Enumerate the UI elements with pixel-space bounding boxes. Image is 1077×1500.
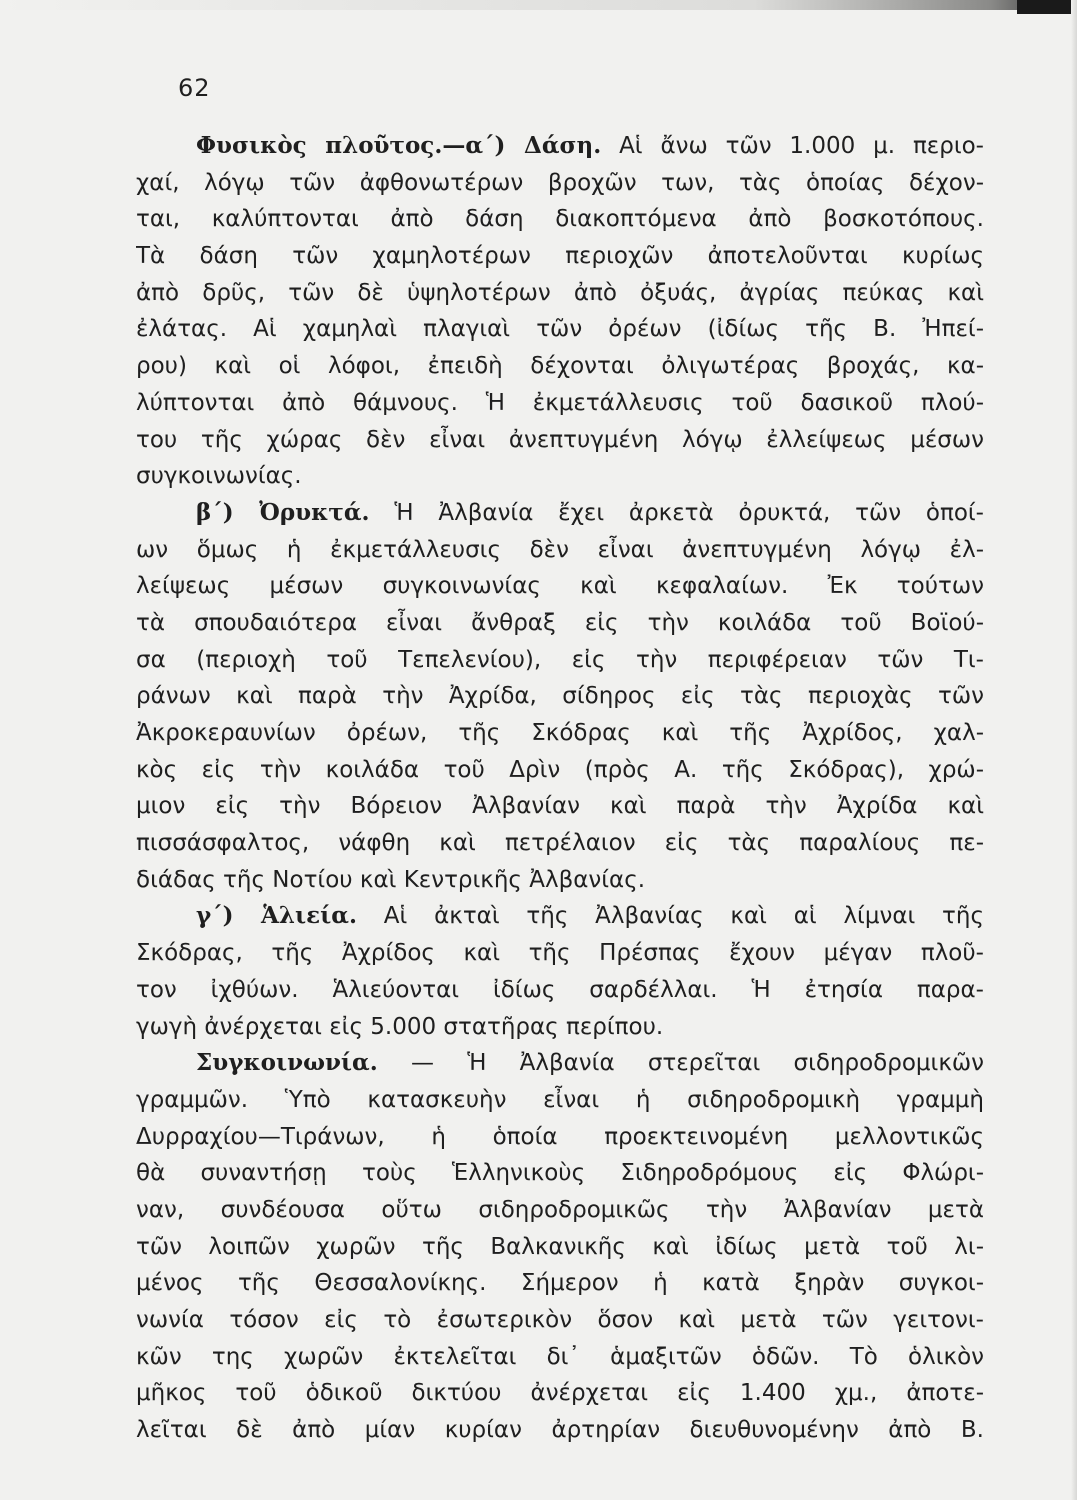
text-line: κῶν της χωρῶν ἐκτελεῖται δι᾽ ἁμαξιτῶν ὁδῶν. Τὸ ὁλικὸν [136, 1343, 984, 1370]
text-line: μιον εἰς τὴν Βόρειον Ἀλβανίαν καὶ παρὰ τὴν Ἀχρίδα καὶ [136, 793, 984, 820]
section-heading-fishing: γ΄) Ἁλιεία. [196, 902, 357, 930]
section-heading-forests: Φυσικὸς πλοῦτος.—α΄) Δάση. [196, 132, 602, 159]
text-line: κὸς εἰς τὴν κοιλάδα τοῦ Δρὶν (πρὸς Α. τῆς Σκόδρας), χρώ- [136, 756, 984, 783]
text-line: β΄) Ὀρυκτά. Ἡ Ἀλβανία ἔχει ἀρκετὰ ὀρυκτά, τῶν ὁποί- [196, 498, 984, 526]
text-line: Σκόδρας, τῆς Ἀχρίδος καὶ τῆς Πρέσπας ἔχουν μέγαν πλοῦ- [136, 940, 984, 967]
text-line: Ἀκροκεραυνίων ὀρέων, τῆς Σκόδρας καὶ τῆς Ἀχρίδος, χαλ- [136, 720, 984, 746]
text-line: λύπτονται ἀπὸ θάμνους. Ἡ ἐκμετάλλευσις τοῦ δασικοῦ πλού- [136, 389, 984, 416]
text-line: ων ὅμως ἡ ἐκμετάλλευσις δὲν εἶναι ἀνεπτυγμένη λόγῳ ἐλ- [136, 536, 984, 563]
section-heading-minerals: β΄) Ὀρυκτά. [196, 498, 370, 526]
text-line: ἐλάτας. Αἱ χαμηλαὶ πλαγιαὶ τῶν ὀρέων (ἰδίως τῆς Β. Ἠπεί- [136, 316, 984, 343]
text-line: πισσάσφαλτος, νάφθη καὶ πετρέλαιον εἰς τὰς παραλίους πε- [136, 830, 984, 857]
text-line: διάδας τῆς Νοτίου καὶ Κεντρικῆς Ἀλβανίας. [136, 866, 646, 893]
text-line: τον ἰχθύων. Ἁλιεύονται ἰδίως σαρδέλλαι. Ἡ ἐτησία παρα- [136, 976, 984, 1003]
section-heading-communications: Συγκοινωνία. [196, 1049, 378, 1077]
text-line: γραμμῶν. Ὑπὸ κατασκευὴν εἶναι ἡ σιδηροδρομικὴ γραμμὴ [136, 1086, 984, 1113]
text-line: θὰ συναντήσῃ τοὺς Ἑλληνικοὺς Σιδηροδρόμους εἰς Φλώρι- [136, 1160, 984, 1187]
text-line: λείψεως μέσων συγκοινωνίας καὶ κεφαλαίων. Ἐκ τούτων [136, 573, 984, 600]
text-line: χαί, λόγῳ τῶν ἀφθονωτέρων βροχῶν των, τὰς ὁποίας δέχον- [136, 169, 984, 196]
text-line: Φυσικὸς πλοῦτος.—α΄) Δάση. Αἱ ἄνω τῶν 1.000 μ. περιο- [196, 132, 984, 159]
text-line: νωνία τόσον εἰς τὸ ἐσωτερικὸν ὅσον καὶ μετὰ τῶν γειτονι- [136, 1307, 984, 1333]
page-text [136, 128, 984, 1449]
text-line: λεῖται δὲ ἀπὸ μίαν κυρίαν ἀρτηρίαν διευθυνομένην ἀπὸ Β. [136, 1417, 984, 1444]
text-line: ναν, συνδέουσα οὕτω σιδηροδρομικῶς τὴν Ἀλβανίαν μετὰ [136, 1196, 984, 1223]
scan-top-edge [0, 0, 1077, 10]
text-line: σα (περιοχὴ τοῦ Τεπελενίου), εἰς τὴν περιφέρειαν τῶν Τι- [136, 646, 984, 673]
scan-corner-mark [1017, 0, 1077, 14]
text-line: συγκοινωνίας. [136, 463, 302, 490]
text-line: μένος τῆς Θεσσαλονίκης. Σήμερον ἡ κατὰ ξηρὰν συγκοι- [136, 1270, 984, 1297]
scan-right-edge [1071, 0, 1077, 1500]
text-line: ἀπὸ δρῦς, τῶν δὲ ὑψηλοτέρων ἀπὸ ὀξυάς, ἀγρίας πεύκας καὶ [136, 279, 984, 306]
text-line: Δυρραχίου—Τιράνων, ἡ ὁποία προεκτεινομένη μελλοντικῶς [136, 1123, 984, 1150]
text-line: τὰ σπουδαιότερα εἶναι ἄνθραξ εἰς τὴν κοιλάδα τοῦ Βοϊού- [136, 609, 984, 636]
page-number: 62 [178, 74, 211, 102]
text-line: Συγκοινωνία. — Ἡ Ἀλβανία στερεῖται σιδηροδρομικῶν [196, 1049, 984, 1077]
text-line: ρου) καὶ οἱ λόφοι, ἐπειδὴ δέχονται ὀλιγωτέρας βροχάς, κα- [136, 353, 984, 380]
text-line: ράνων καὶ παρὰ τὴν Ἀχρίδα, σίδηρος εἰς τὰς περιοχὰς τῶν [136, 683, 984, 710]
text-line: γ΄) Ἁλιεία. Αἱ ἀκταὶ τῆς Ἀλβανίας καὶ αἱ λίμναι τῆς [196, 902, 984, 930]
text-line: μῆκος τοῦ ὁδικοῦ δικτύου ἀνέρχεται εἰς 1.400 χμ., ἀποτε- [136, 1380, 984, 1407]
text-line: γωγὴ ἀνέρχεται εἰς 5.000 στατῆρας περίπου. [136, 1013, 664, 1040]
text-line: ται, καλύπτονται ἀπὸ δάση διακοπτόμενα ἀπὸ βοσκοτόπους. [136, 206, 984, 233]
text-line: Τὰ δάση τῶν χαμηλοτέρων περιοχῶν ἀποτελοῦνται κυρίως [136, 243, 984, 270]
text-line: τῶν λοιπῶν χωρῶν τῆς Βαλκανικῆς καὶ ἰδίως μετὰ τοῦ λι- [136, 1233, 984, 1260]
text-line: του τῆς χώρας δὲν εἶναι ἀνεπτυγμένη λόγῳ ἐλλείψεως μέσων [136, 426, 984, 453]
